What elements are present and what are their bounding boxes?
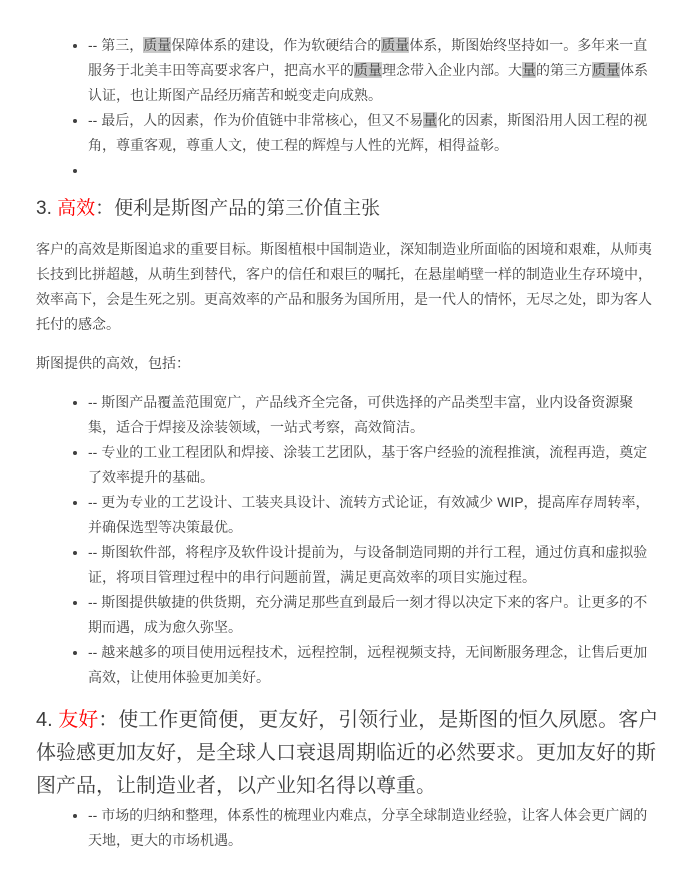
text-segment: -- 最后，人的因素，作为价值链中非常核心，但又不易 — [88, 112, 424, 128]
list-item: • -- 越来越多的项目使用远程技术，远程控制，远程视频支持，无间断服务理念，让售后更加高效，让使用体验更加美好。 — [88, 640, 661, 690]
list-item: • -- 斯图提供敏捷的供货期，充分满足那些直到最后一刻才得以决定下来的客户。让更多的不期而遇，成为愈久弥坚。 — [88, 590, 661, 640]
list-item: • -- 斯图软件部，将程序及软件设计提前为，与设备制造同期的并行工程，通过仿真和虚拟验证，将项目管理过程中的串行问题前置，满足更高效率的项目实施过程。 — [88, 540, 661, 590]
bullet-list-friendly — [36, 803, 661, 853]
text-segment: 理念带入企业内部。大 — [382, 62, 522, 78]
text-segment: 体系，斯图始终坚持如一。多年来一直服务于北美丰田等高要求客户，把高水平的 — [88, 37, 648, 78]
search-highlight: 质量 — [354, 62, 382, 78]
list-item: • -- 更为专业的工艺设计、工装夹具设计、流转方式论证，有效减少 WIP，提高库存周转率，并确保选型等决策最优。 — [88, 490, 661, 540]
section-heading-4 — [36, 704, 661, 803]
text-segment: 保障体系的建设，作为软硬结合的 — [171, 37, 382, 53]
text-segment: -- 第三， — [88, 37, 144, 53]
search-highlight: 量 — [423, 112, 438, 128]
heading-rest: ：使工作更简便，更友好，引领行业，是斯图的恒久夙愿。客户体验感更加友好，是全球人口衰退周期临近的必然要求。更加友好的斯图产品，让制造业者，以产业知名得以尊重。 — [36, 709, 659, 797]
heading-keyword-red: 高效 — [57, 198, 96, 219]
search-highlight: 量 — [522, 62, 536, 78]
text-segment: 的第三方 — [536, 62, 592, 78]
heading-keyword-red: 友好 — [58, 709, 99, 731]
list-item — [88, 108, 661, 158]
search-highlight: 质量 — [592, 62, 620, 78]
section-heading-3 — [36, 195, 661, 223]
lead-in-efficiency: 斯图提供的高效，包括： — [36, 355, 190, 371]
bullet-list-efficiency — [36, 390, 661, 690]
list-item: • -- 专业的工业工程团队和焊接、涂装工艺团队，基于客户经验的流程推演，流程再造，奠定了效率提升的基础。 — [88, 440, 661, 490]
bullet-list-quality — [36, 33, 661, 183]
heading-number: 4. — [36, 709, 59, 731]
list-item-empty — [88, 158, 661, 183]
heading-rest: ：便利是斯图产品的第三价值主张 — [95, 198, 381, 219]
list-item: • -- 斯图产品覆盖范围宽广，产品线齐全完备，可供选择的产品类型丰富，业内设备资源聚集，适合于焊接及涂装领域，一站式考察，高效简洁。 — [88, 390, 661, 440]
text-segment: 体系认证，也让斯图产品经历痛苦和蜕变走向成熟。 — [88, 62, 648, 103]
search-highlight: 质量 — [381, 37, 410, 53]
text-segment: 化的因素，斯图沿用人因工程的视角，尊重客观，尊重人文，使工程的辉煌与人性的光辉，相得益彰。 — [88, 112, 648, 153]
paragraph-efficiency: 客户的高效是斯图追求的重要目标。斯图植根中国制造业，深知制造业所面临的困境和艰难，从师夷长技到比拼超越，从萌生到替代，客户的信任和艰巨的嘱托，在悬崖峭壁一样的制造业生存环境中，效率高下，会是生死之别。更高效率的产品和服务为国所用，是一代人的情怀，无尽之处，即为客人托付的感念。 — [36, 241, 652, 332]
heading-number: 3. — [36, 198, 58, 219]
search-highlight: 质量 — [143, 37, 172, 53]
list-item — [88, 33, 661, 108]
list-item: • -- 市场的归纳和整理，体系性的梳理业内难点，分享全球制造业经验，让客人体会更广阔的天地，更大的市场机遇。 — [88, 803, 661, 853]
